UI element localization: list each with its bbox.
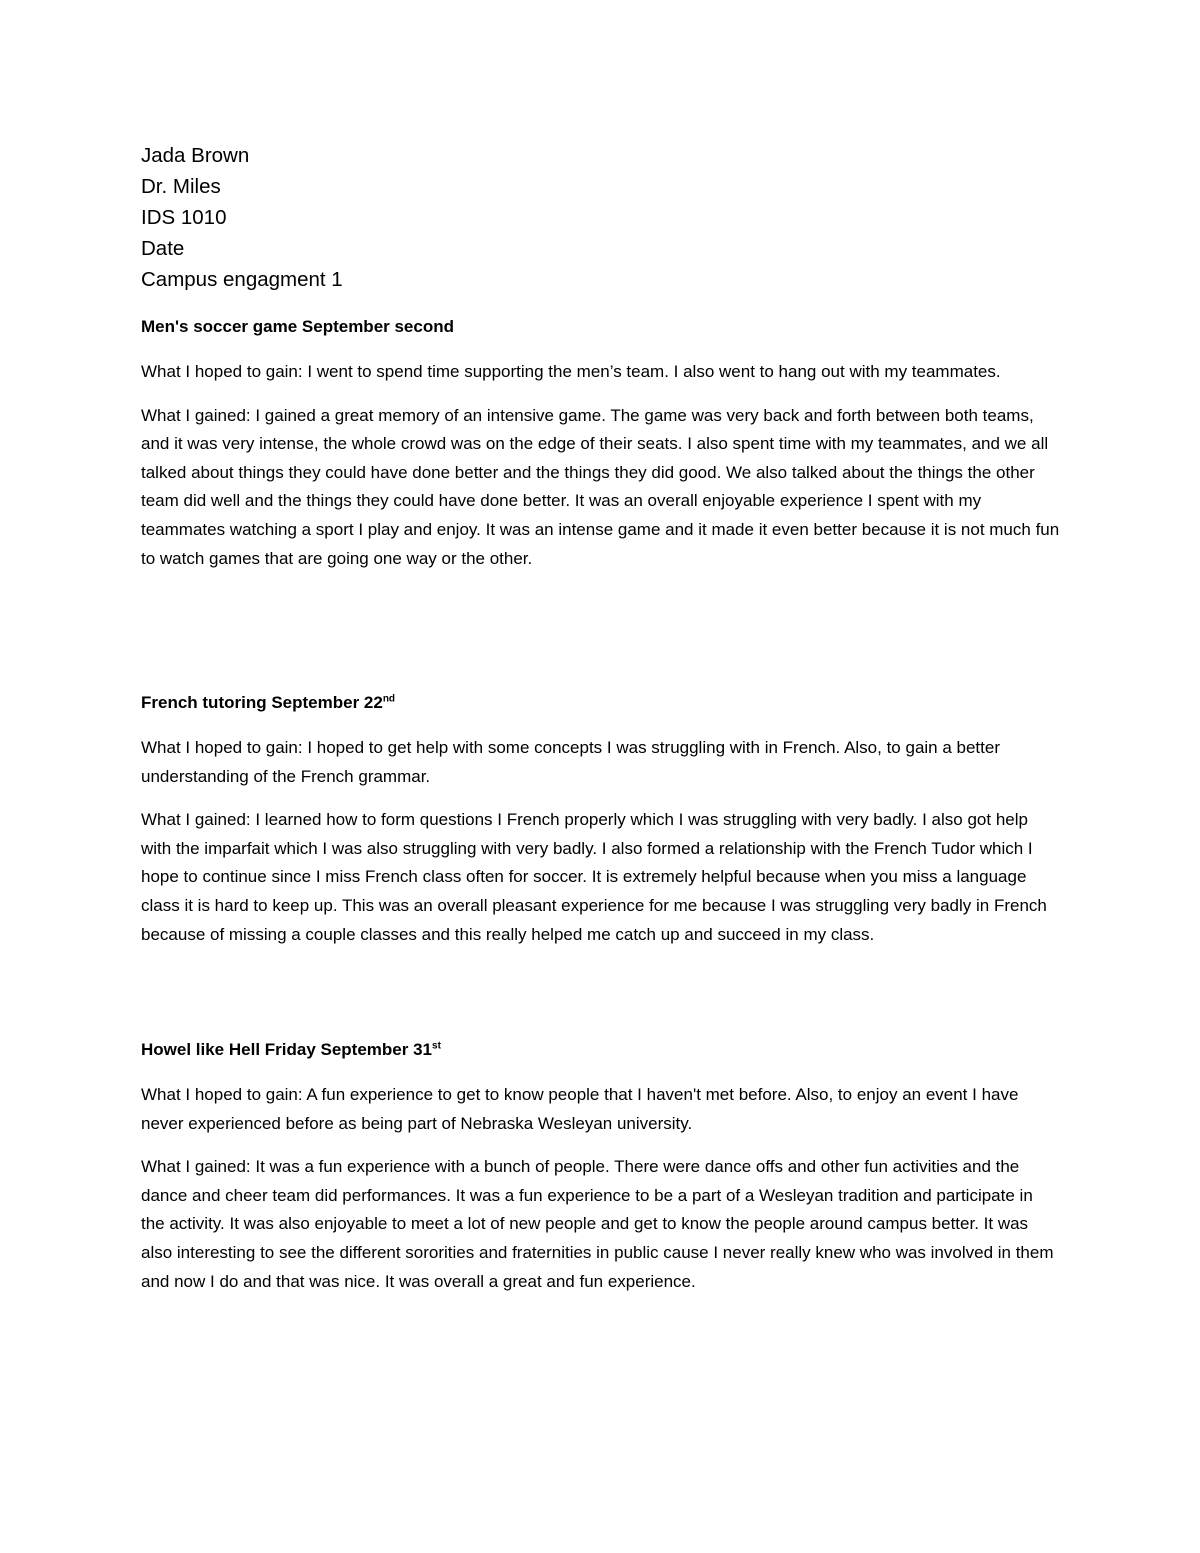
section-title [141,1036,1061,1064]
section-french-tutoring [141,689,1061,964]
gained-paragraph: What I gained: It was a fun experience with a bunch of people. There were dance offs and other fun activities and the dance and cheer team did performances. It was a fun experience to be a part of a Wesleyan tradition and participate in the activity. It was also enjoyable to meet a lot of new people and get to know the people around campus better. It was also interesting to see the different sororities and fraternities in public cause I never really knew who was involved in them and now I do and that was nice. It was overall a great and fun experience. [141,1157,1054,1291]
document-page [141,0,1061,1553]
section-title-suffix: nd [382,693,396,705]
section-title-text: Men's soccer game September second [141,317,454,336]
section-howel-like-hell [141,1036,1061,1311]
section-title-text: Howel like Hell Friday September 31 [141,1040,433,1059]
author-name: Jada Brown [141,144,250,167]
section-soccer-game [141,313,1061,588]
gained-paragraph: What I gained: I gained a great memory of an intensive game. The game was very back and forth between both teams, and it was very intense, the whole crowd was on the edge of their seats. I also spent time with my teammates, and we all talked about things they could have done better and the things they did good. We also talked about the things the other team did well and the things they could have done better. It was an overall enjoyable experience I spent with my teammates watching a sport I play and enjoy. It was an intense game and it made it even better because it is not much fun to watch games that are going one way or the other. [141,405,1060,568]
hoped-to-gain-paragraph: What I hoped to gain: I hoped to get help with some concepts I was struggling with in French. Also, to gain a better understanding of the French grammar. [141,738,1000,786]
document-title: Campus engagment 1 [141,268,343,291]
section-title [141,689,1061,717]
gained-paragraph: What I gained: I learned how to form questions I French properly which I was struggling with very badly. I also got help with the imparfait which I was also struggling with very badly. I also formed a relationship with the French Tudor which I hope to continue since I miss French class often for soccer. It is extremely helpful because when you miss a language class it is hard to keep up. This was an overall pleasant experience for me because I was struggling very badly in French because of missing a couple classes and this really helped me catch up and succeed in my class. [141,810,1047,944]
date-line: Date [141,237,185,260]
instructor-name: Dr. Miles [141,175,221,198]
section-title-text: French tutoring September 22 [141,693,383,712]
course-code: IDS 1010 [141,206,227,229]
hoped-to-gain-paragraph: What I hoped to gain: I went to spend time supporting the men’s team. I also went to hang out with my teammates. [141,362,1001,381]
document-header [141,140,1061,295]
section-title-suffix: st [432,1040,441,1052]
hoped-to-gain-paragraph: What I hoped to gain: A fun experience to get to know people that I haven't met before. Also, to enjoy an event I have never experienced before as being part of Nebraska Wesleyan university. [141,1085,1019,1133]
section-title [141,313,1061,341]
